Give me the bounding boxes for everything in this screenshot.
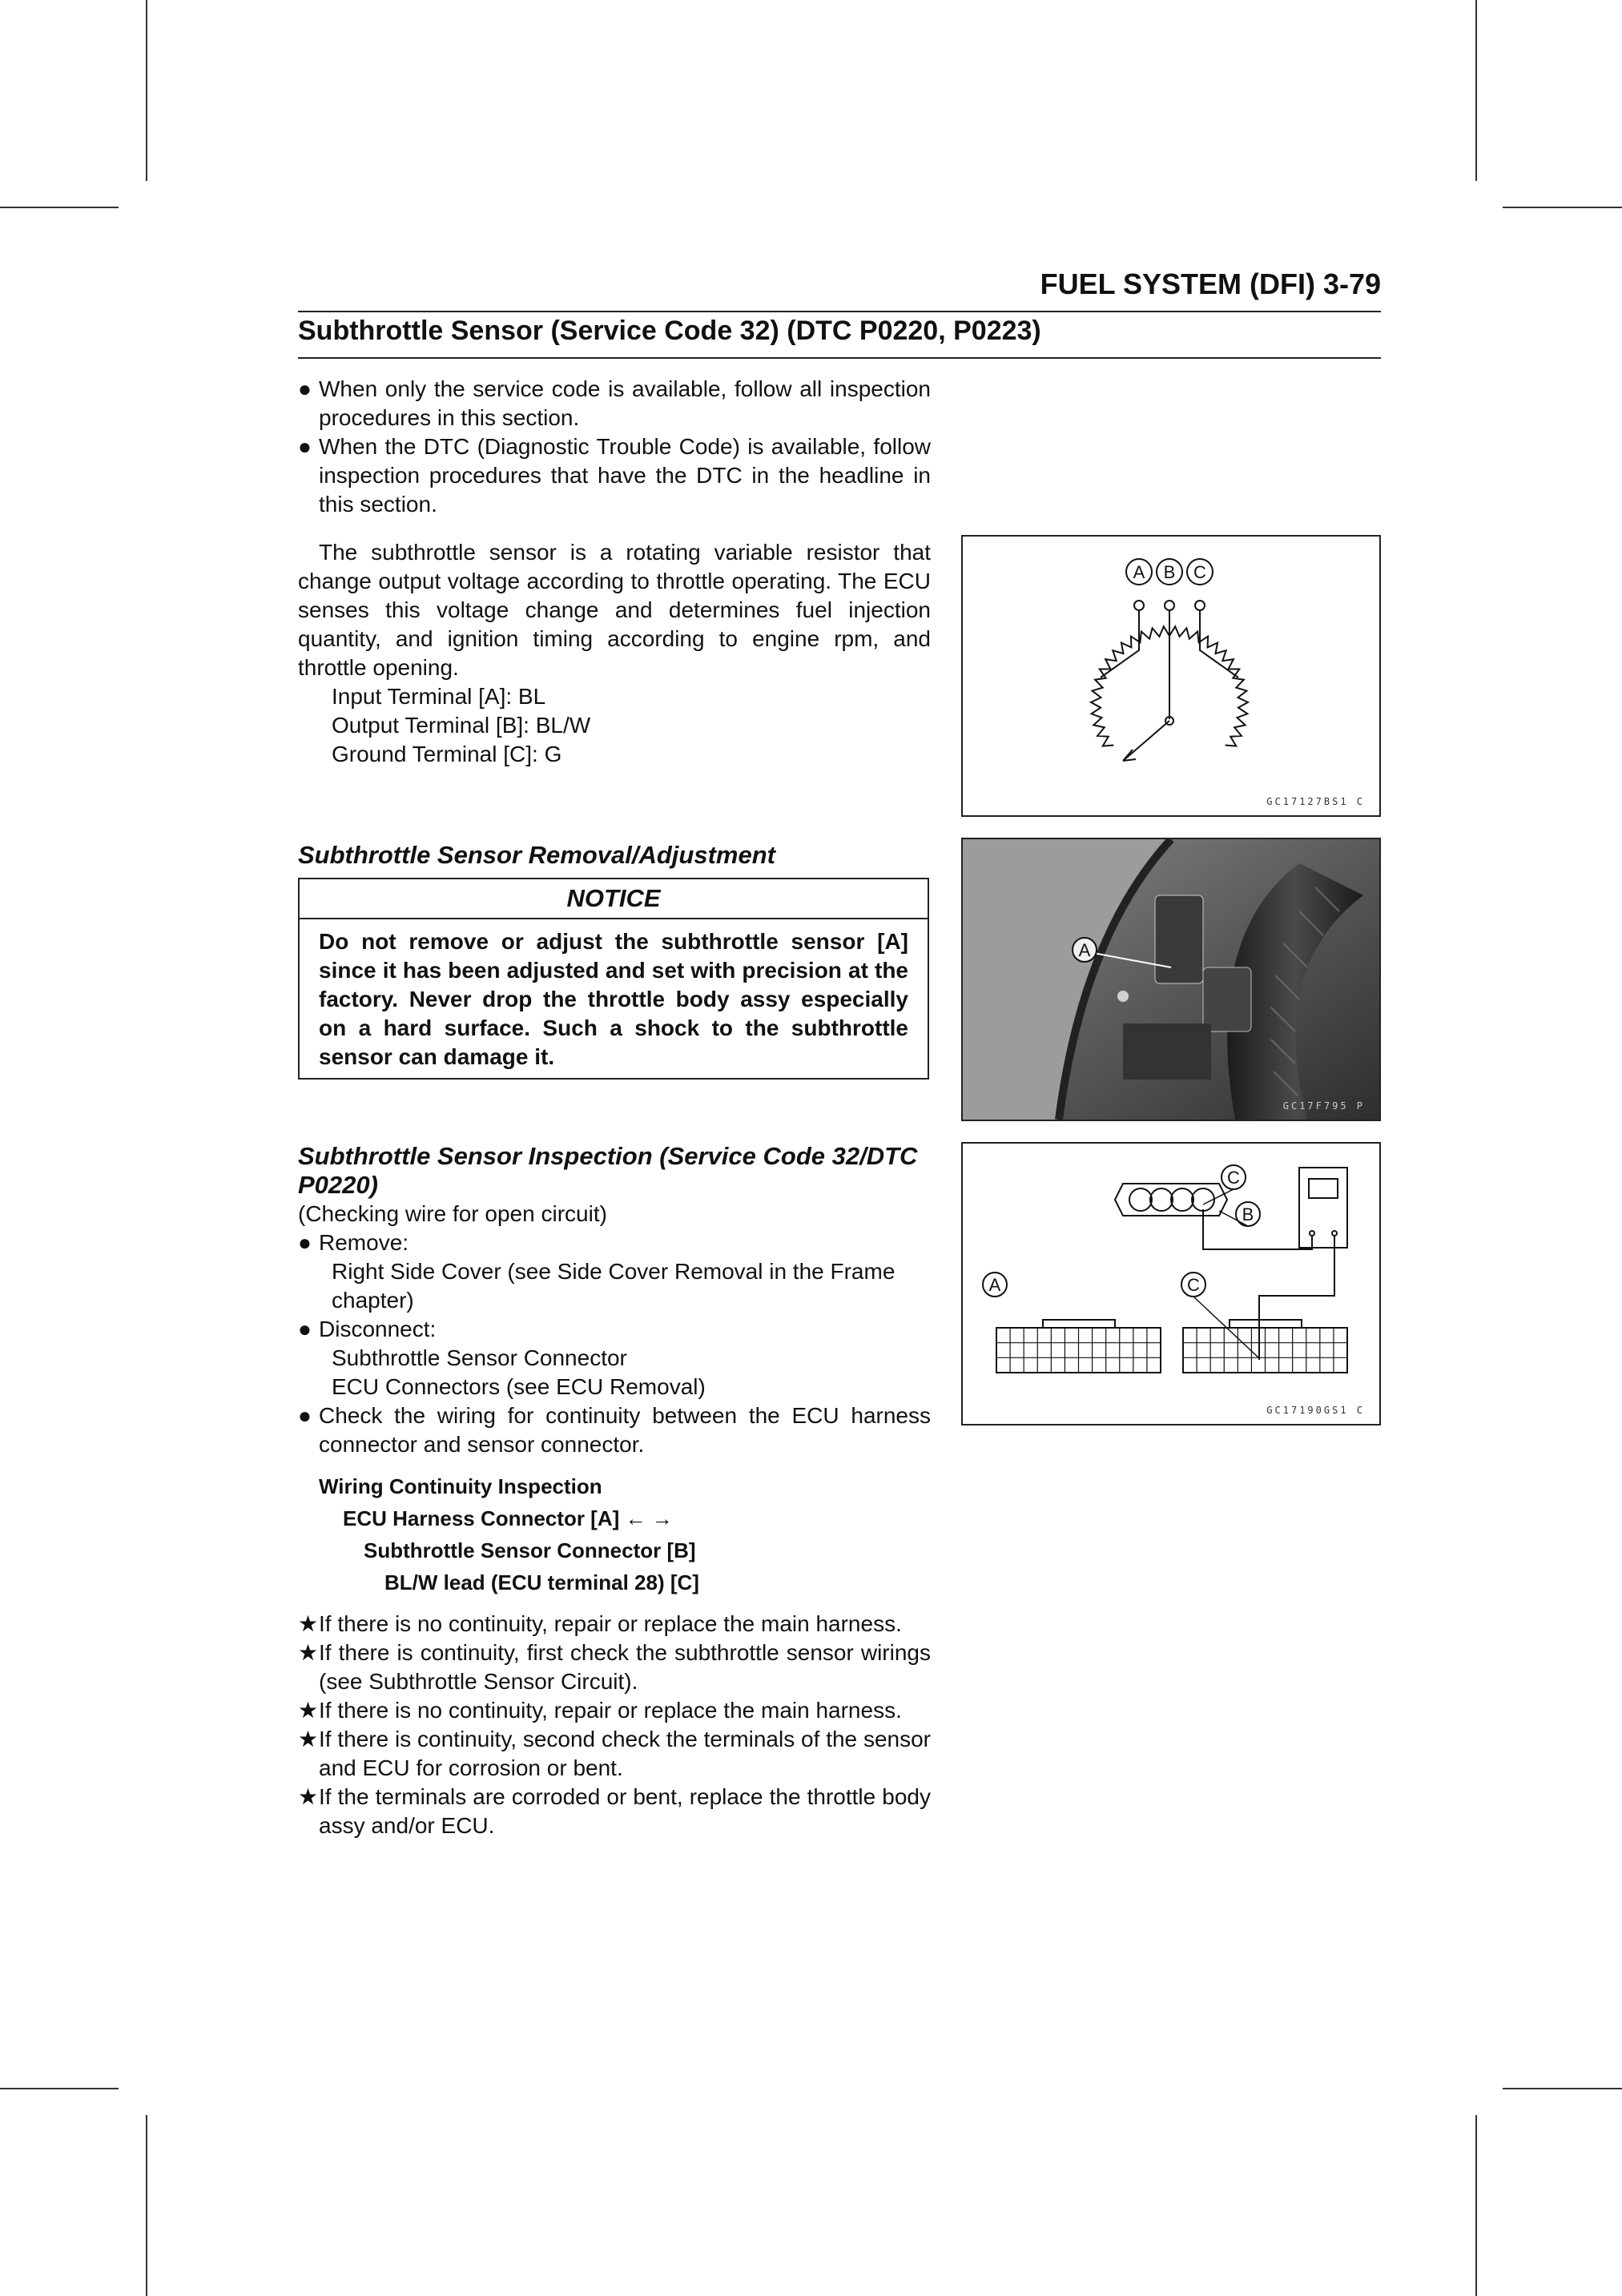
crop-mark: [1503, 2088, 1622, 2089]
crop-mark: [1503, 207, 1622, 208]
list-item: [298, 1639, 931, 1696]
bullet-icon: ●: [298, 1317, 312, 1341]
section-heading: Subthrottle Sensor (Service Code 32) (DTC P0220, P0223): [298, 316, 1041, 346]
bullet-icon: ●: [298, 1230, 312, 1255]
figure-code: GC17127BS1 C: [1266, 796, 1365, 807]
list-item: [298, 1401, 931, 1459]
bullet-text: When only the service code is available, follow all inspection procedures in this section.: [319, 376, 931, 430]
continuity-line: Subthrottle Sensor Connector [B]: [364, 1538, 696, 1562]
page-header-title: FUEL SYSTEM (DFI) 3-79: [1040, 267, 1381, 300]
label-a: A: [988, 1275, 1001, 1295]
terminal-line: Input Terminal [A]: BL: [332, 684, 546, 709]
header-rule: [298, 311, 1381, 312]
star-icon: ★: [298, 1611, 319, 1636]
section-rule: [298, 357, 1381, 359]
intro-section: [298, 375, 931, 769]
bullet-icon: ●: [298, 434, 312, 459]
label-c-top: C: [1227, 1168, 1240, 1188]
sensor-photo: [963, 839, 1379, 1120]
star-text: If there is continuity, second check the terminals of the sensor and ECU for corrosion or bent.: [319, 1727, 931, 1780]
bullet-icon: ●: [298, 1403, 312, 1428]
star-text: If the terminals are corroded or bent, replace the throttle body assy and/or ECU.: [319, 1784, 931, 1838]
wiring-check-figure: [961, 1142, 1381, 1425]
label-c: C: [1193, 562, 1206, 582]
terminal-line: Output Terminal [B]: BL/W: [332, 713, 591, 738]
star-icon: ★: [298, 1640, 319, 1665]
sub-item: ECU Connectors (see ECU Removal): [332, 1374, 706, 1399]
crop-mark: [0, 2088, 119, 2089]
bullet-text: When the DTC (Diagnostic Trouble Code) is available, follow inspection procedures that have the DTC in the headline in this section.: [319, 434, 931, 517]
list-item: [298, 1228, 931, 1257]
inspection-subnote: (Checking wire for open circuit): [298, 1201, 607, 1226]
sensor-schematic-figure: [961, 535, 1381, 817]
crop-mark: [146, 2115, 147, 2296]
continuity-line: BL/W lead (ECU terminal 28) [C]: [384, 1570, 699, 1594]
star-icon: ★: [298, 1727, 319, 1751]
figure-code: GC17F795 P: [1282, 1100, 1365, 1112]
star-icon: ★: [298, 1698, 319, 1723]
list-item: [298, 432, 931, 519]
label-a: A: [1078, 940, 1091, 960]
sub-item: Right Side Cover (see Side Cover Removal in the Frame chapter): [332, 1259, 896, 1313]
bullet-text: Remove:: [319, 1230, 409, 1255]
list-item: [298, 1783, 931, 1840]
continuity-line: ECU Harness Connector [A] ← →: [343, 1506, 673, 1530]
inspection-heading: Subthrottle Sensor Inspection (Service Code 32/DTC P0220): [298, 1142, 918, 1199]
crop-mark: [1475, 0, 1477, 181]
notice-box: [298, 878, 929, 1080]
figure-code: GC17190GS1 C: [1266, 1405, 1365, 1416]
wiring-check-diagram: [963, 1144, 1379, 1424]
bullet-text: Disconnect:: [319, 1317, 437, 1341]
notice-title: NOTICE: [300, 879, 928, 919]
star-text: If there is no continuity, repair or replace the main harness.: [319, 1611, 902, 1636]
label-b: B: [1242, 1204, 1254, 1224]
sensor-photo-figure: [961, 838, 1381, 1121]
label-c-bottom: C: [1187, 1275, 1200, 1295]
sensor-schematic-diagram: [963, 537, 1379, 815]
star-list: [298, 1610, 931, 1840]
inspection-section: [298, 1142, 931, 1840]
sub-item: Subthrottle Sensor Connector: [332, 1345, 627, 1370]
continuity-title: Wiring Continuity Inspection: [319, 1474, 602, 1498]
list-item: [298, 1725, 931, 1783]
bullet-text: Check the wiring for continuity between the ECU harness connector and sensor connector.: [319, 1403, 931, 1457]
label-a: A: [1133, 562, 1145, 582]
bullet-icon: ●: [298, 376, 312, 401]
list-item: [298, 375, 931, 432]
crop-mark: [1475, 2115, 1477, 2296]
star-text: If there is continuity, first check the subthrottle sensor wirings (see Subthrottle Sensor Circuit).: [319, 1640, 931, 1694]
list-item: [298, 1315, 931, 1344]
notice-text: Do not remove or adjust the subthrottle sensor [A] since it has been adjusted and set with precision at the factory. Never drop the throttle body assy especially on a hard surface. Such a shock to the subthrottle sensor can damage it.: [319, 929, 908, 1069]
removal-heading: Subthrottle Sensor Removal/Adjustment: [298, 841, 775, 869]
crop-mark: [0, 207, 119, 208]
intro-paragraph: The subthrottle sensor is a rotating variable resistor that change output voltage according to throttle operating. The ECU senses this voltage change and determines fuel injection quantity, and ignition timing according to engine rpm, and throttle opening.: [298, 540, 931, 680]
continuity-spec: [298, 1470, 931, 1598]
star-icon: ★: [298, 1784, 319, 1809]
list-item: [298, 1610, 931, 1639]
terminal-line: Ground Terminal [C]: G: [332, 742, 562, 766]
list-item: [298, 1696, 931, 1725]
label-b: B: [1163, 562, 1176, 582]
star-text: If there is no continuity, repair or replace the main harness.: [319, 1698, 902, 1723]
crop-mark: [146, 0, 147, 181]
